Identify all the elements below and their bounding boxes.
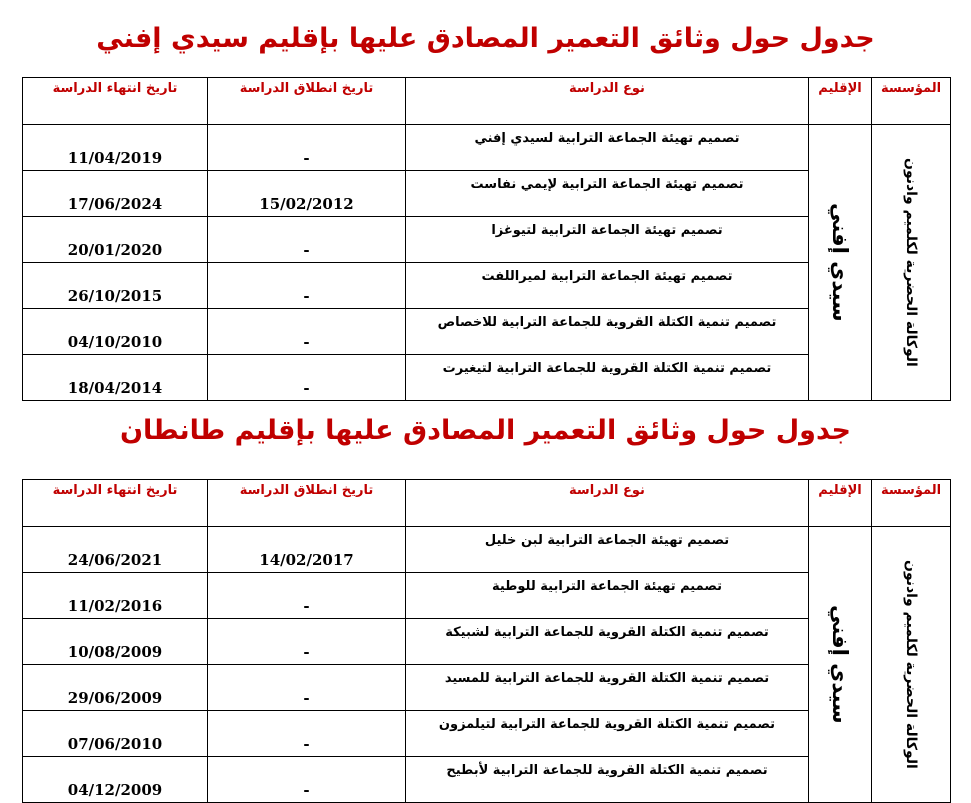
study-type-cell: تصميم تهيئة الجماعة الترابية لميراللفت [406, 263, 809, 309]
institution-name: الوكالة الحضرية لكلميم وادنون [903, 158, 919, 367]
header-start-date: تاريخ انطلاق الدراسة [208, 78, 406, 125]
end-date-cell: 10/08/2009 [23, 619, 208, 665]
end-date-cell: 26/10/2015 [23, 263, 208, 309]
start-date-cell: 14/02/2017 [208, 527, 406, 573]
institution-name: الوكالة الحضرية لكلميم وادنون [903, 560, 919, 769]
start-date-cell: - [208, 711, 406, 757]
province-name: سيدي إفني [828, 203, 852, 322]
header-institution: المؤسسة [872, 78, 951, 125]
study-type-cell: تصميم تهيئة الجماعة الترابية لبن خليل [406, 527, 809, 573]
header-study-type: نوع الدراسة [406, 78, 809, 125]
study-type-cell: تصميم تهيئة الجماعة الترابية لإيمي نفاست [406, 171, 809, 217]
table-header-row [23, 480, 951, 527]
end-date-cell: 17/06/2024 [23, 171, 208, 217]
start-date-cell: 15/02/2012 [208, 171, 406, 217]
table-2-title: جدول حول وثائق التعمير المصادق عليها بإقليم طانطان [119, 415, 852, 446]
end-date-cell: 04/10/2010 [23, 309, 208, 355]
end-date-cell: 24/06/2021 [23, 527, 208, 573]
institution-cell [872, 527, 951, 803]
start-date-cell: - [208, 263, 406, 309]
start-date-cell: - [208, 217, 406, 263]
study-type-cell: تصميم تهيئة الجماعة الترابية لتيوغزا [406, 217, 809, 263]
start-date-cell: - [208, 355, 406, 401]
header-province: الإقليم [809, 78, 872, 125]
province-cell [809, 527, 872, 803]
end-date-cell: 18/04/2014 [23, 355, 208, 401]
start-date-cell: - [208, 757, 406, 803]
urban-documents-table-tan-tan [22, 479, 951, 803]
start-date-cell: - [208, 309, 406, 355]
table-row [23, 125, 951, 171]
start-date-cell: - [208, 573, 406, 619]
header-province: الإقليم [809, 480, 872, 527]
start-date-cell: - [208, 125, 406, 171]
study-type-cell: تصميم تنمية الكتلة القروية للجماعة الترابية لتيغيرت [406, 355, 809, 401]
end-date-cell: 04/12/2009 [23, 757, 208, 803]
table-header-row [23, 78, 951, 125]
study-type-cell: تصميم تنمية الكتلة القروية للجماعة الترابية للمسيد [406, 665, 809, 711]
province-name: سيدي إفني [828, 605, 852, 724]
study-type-cell: تصميم تنمية الكتلة القروية للجماعة الترابية لأبطيح [406, 757, 809, 803]
header-end-date: تاريخ انتهاء الدراسة [23, 480, 208, 527]
header-end-date: تاريخ انتهاء الدراسة [23, 78, 208, 125]
header-study-type: نوع الدراسة [406, 480, 809, 527]
study-type-cell: تصميم تهيئة الجماعة الترابية لسيدي إفني [406, 125, 809, 171]
end-date-cell: 20/01/2020 [23, 217, 208, 263]
table-1-title: جدول حول وثائق التعمير المصادق عليها بإقليم سيدي إفني [96, 23, 875, 54]
start-date-cell: - [208, 665, 406, 711]
province-cell [809, 125, 872, 401]
start-date-cell: - [208, 619, 406, 665]
end-date-cell: 11/02/2016 [23, 573, 208, 619]
institution-cell [872, 125, 951, 401]
study-type-cell: تصميم تهيئة الجماعة الترابية للوطية [406, 573, 809, 619]
end-date-cell: 29/06/2009 [23, 665, 208, 711]
study-type-cell: تصميم تنمية الكتلة القروية للجماعة الترابية لشبيكة [406, 619, 809, 665]
study-type-cell: تصميم تنمية الكتلة القروية للجماعة الترابية لتيلمزون [406, 711, 809, 757]
table-row [23, 527, 951, 573]
header-start-date: تاريخ انطلاق الدراسة [208, 480, 406, 527]
urban-documents-table-sidi-ifni [22, 77, 951, 401]
study-type-cell: تصميم تنمية الكتلة القروية للجماعة الترابية للاخصاص [406, 309, 809, 355]
end-date-cell: 11/04/2019 [23, 125, 208, 171]
header-institution: المؤسسة [872, 480, 951, 527]
end-date-cell: 07/06/2010 [23, 711, 208, 757]
